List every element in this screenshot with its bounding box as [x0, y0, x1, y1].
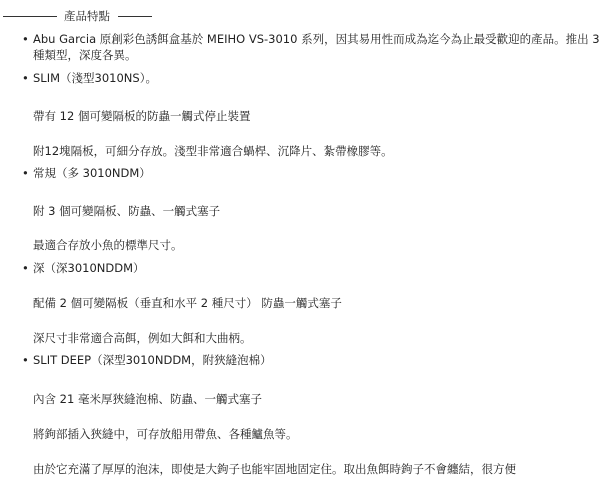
section-heading: [0, 6, 600, 26]
item-paragraph: 內含 21 毫米厚狹縫泡棉、防蟲、一觸式塞子: [33, 392, 262, 406]
item-paragraph: 由於它充滿了厚厚的泡沫，即使是大鉤子也能牢固地固定住。取出魚餌時鉤子不會纏結，很方便: [33, 462, 516, 476]
item-paragraph: 附 3 個可變隔板、防蟲、一觸式塞子: [33, 204, 221, 218]
bullet-icon: •: [22, 166, 29, 180]
item-paragraph: 深尺寸非常適合高餌，例如大餌和大曲柄。: [33, 331, 252, 345]
item-paragraph: 帶有 12 個可變隔板的防蟲一觸式停止裝置: [33, 109, 251, 123]
item-title-slit-deep: SLIT DEEP（深型3010NDDM，附狹縫泡棉）: [33, 353, 272, 367]
item-title-deep: 深（深3010NDDM）: [33, 261, 145, 275]
item-paragraph: 附12塊隔板，可細分存放。淺型非常適合蝸桿、沉降片、紮帶橡膠等。: [33, 144, 393, 158]
heading-rule-left: [3, 16, 57, 17]
heading-rule-right: [118, 16, 152, 17]
item-title-regular: 常規（多 3010NDM）: [33, 166, 151, 180]
intro-line-1: Abu Garcia 原創彩色誘餌盒基於 MEIHO VS-3010 系列，因其易用性而成為迄今為止最受歡迎的產品。推出 3: [33, 32, 600, 46]
bullet-icon: •: [22, 353, 29, 367]
bullet-icon: •: [22, 32, 29, 46]
bullet-icon: •: [22, 261, 29, 275]
section-title: 產品特點: [64, 9, 110, 23]
item-paragraph: 最適合存放小魚的標準尺寸。: [33, 238, 183, 252]
item-title-slim: SLIM（淺型3010NS）。: [33, 71, 157, 85]
item-paragraph: 將鉤部插入狹縫中，可存放船用帶魚、各種鱸魚等。: [33, 427, 298, 441]
intro-line-2: 種類型，深度各異。: [33, 48, 137, 62]
item-paragraph: 配備 2 個可變隔板（垂直和水平 2 種尺寸） 防蟲一觸式塞子: [33, 296, 342, 310]
bullet-icon: •: [22, 71, 29, 85]
